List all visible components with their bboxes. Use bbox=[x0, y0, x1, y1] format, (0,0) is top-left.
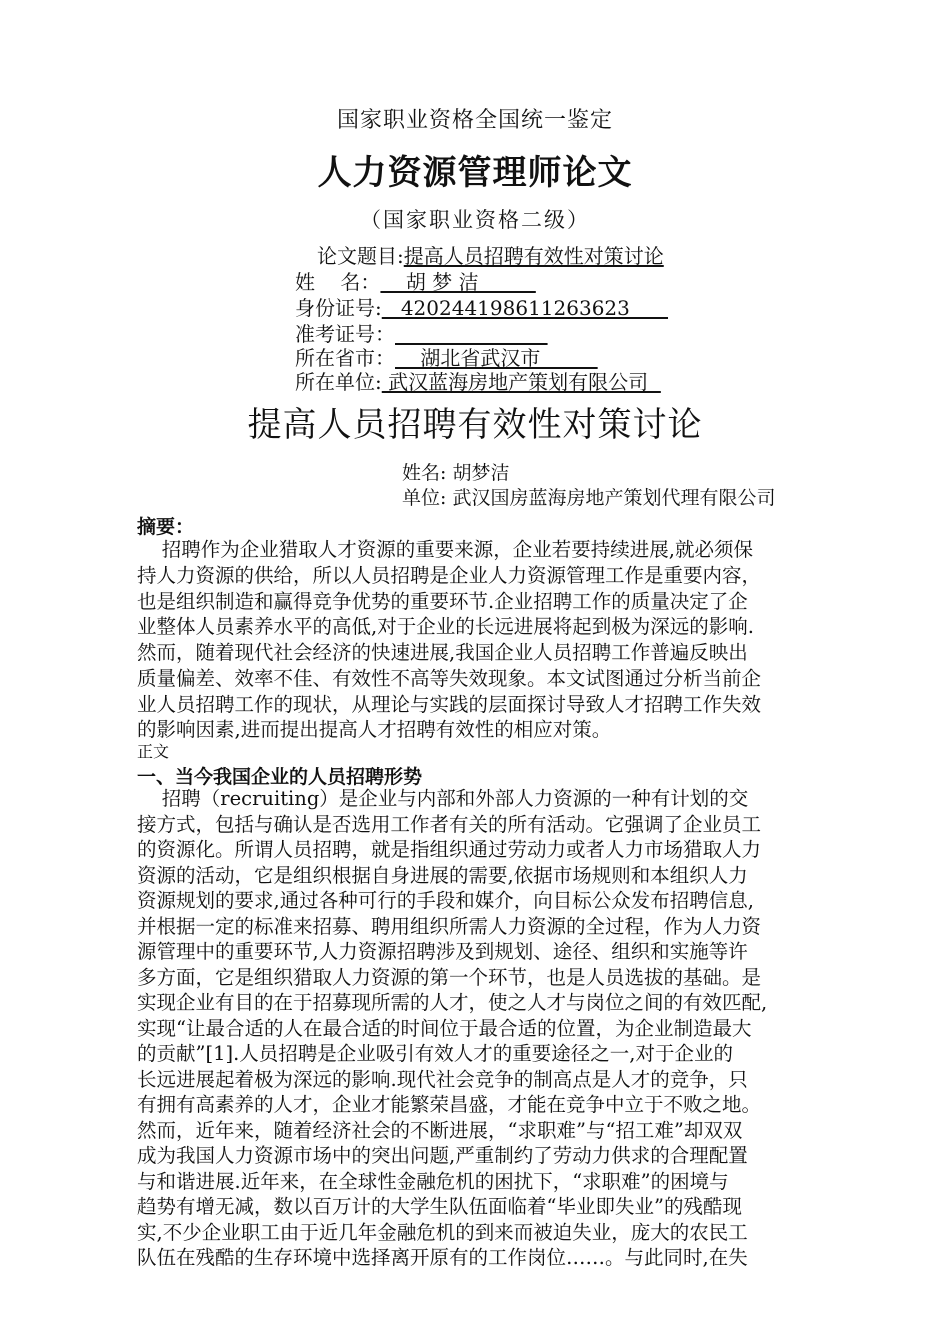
exam-heading: 国家职业资格全国统一鉴定 bbox=[336, 108, 613, 133]
abstract-line: 招聘作为企业猎取人才资源的重要来源，企业若要持续进展,就必须保 bbox=[137, 538, 753, 561]
body-line: 与和谐进展.近年来，在全球性金融危机的困扰下，“求职难”的困境与 bbox=[137, 1170, 729, 1193]
body-line: 实,不少企业职工由于近几年金融危机的到来而被迫失业，庞大的农民工 bbox=[137, 1221, 748, 1244]
ticket-value bbox=[395, 322, 548, 346]
body-line: 资源的活动，它是组织根据自身进展的需要,依据市场规则和本组织人力 bbox=[137, 864, 748, 887]
body-line: 并根据一定的标准来招募、聘用组织所需人力资源的全过程，作为人力资 bbox=[137, 915, 762, 938]
body-line: 实现“让最合适的人在最合适的时间位于最合适的位置，为企业制造最大 bbox=[137, 1017, 752, 1040]
abstract-line: 质量偏差、效率不佳、有效性不高等失效现象。本文试图通过分析当前企 bbox=[137, 667, 762, 690]
body-line: 资源规划的要求,通过各种可行的手段和媒介，向目标公众发布招聘信息, bbox=[137, 889, 754, 912]
id-row bbox=[295, 295, 668, 321]
document-title: 人力资源管理师论文 bbox=[317, 153, 633, 193]
body-line: 实现企业有目的在于招募现所需的人才，使之人才与岗位之间的有效匹配, bbox=[137, 991, 768, 1014]
province-label: 所在省市： bbox=[295, 346, 395, 370]
topic-label: 论文题目: bbox=[317, 244, 404, 268]
abstract-line: 然而，随着现代社会经济的快速进展,我国企业人员招聘工作普遍反映出 bbox=[137, 641, 748, 664]
body-line: 多方面，它是组织猎取人力资源的第一个环节，也是人员选拔的基础。是 bbox=[137, 966, 762, 989]
name-row bbox=[295, 269, 536, 295]
body-line: 然而，近年来，随着经济社会的不断进展，“求职难”与“招工难”却双双 bbox=[137, 1119, 743, 1142]
body-line: 接方式，包括与确认是否选用工作者有关的所有活动。它强调了企业员工 bbox=[137, 813, 762, 836]
ticket-row bbox=[295, 321, 548, 347]
id-value: 420244198611263623 bbox=[381, 296, 669, 320]
abstract-line: 业整体人员素养水平的高低,对于企业的长远进展将起到极为深远的影响. bbox=[137, 615, 754, 638]
author-line: 姓名: 胡梦洁 bbox=[402, 462, 510, 484]
abstract-line: 持人力资源的供给，所以人员招聘是企业人力资源管理工作是重要内容， bbox=[137, 564, 762, 587]
paper-title: 提高人员招聘有效性对策讨论 bbox=[247, 405, 703, 445]
id-label: 身份证号: bbox=[295, 296, 382, 320]
province-value: 湖北省武汉市 bbox=[395, 346, 598, 370]
province-row bbox=[295, 345, 598, 371]
unit-row bbox=[295, 369, 661, 395]
unit-label: 所在单位: bbox=[295, 370, 382, 394]
body-line: 成为我国人力资源市场中的突出问题,严重制约了劳动力供求的合理配置 bbox=[137, 1144, 748, 1167]
qualification-level: （国家职业资格二级） bbox=[360, 208, 590, 232]
body-line: 源管理中的重要环节,人力资源招聘涉及到规划、途径、组织和实施等许 bbox=[137, 940, 748, 963]
abstract-heading: 摘要： bbox=[137, 516, 195, 538]
unit-value: 武汉蓝海房地产策划有限公司 bbox=[381, 370, 661, 394]
abstract-line: 业人员招聘工作的现状，从理论与实践的层面探讨导致人才招聘工作失效 bbox=[137, 693, 762, 716]
name-label: 姓 名： bbox=[295, 270, 381, 294]
body-line: 有拥有高素养的人才，企业才能繁荣昌盛，才能在竞争中立于不败之地。 bbox=[137, 1093, 762, 1116]
ticket-label: 准考证号： bbox=[295, 322, 395, 346]
name-value: 胡 梦 洁 bbox=[380, 270, 536, 294]
abstract-line: 的影响因素,进而提出提高人才招聘有效性的相应对策。 bbox=[137, 718, 612, 741]
topic-row bbox=[317, 243, 664, 269]
body-line: 招聘（recruiting）是企业与内部和外部人力资源的一种有计划的交 bbox=[137, 787, 749, 810]
body-line: 趋势有增无减，数以百万计的大学生队伍面临着“毕业即失业”的残酷现 bbox=[137, 1195, 742, 1218]
body-line: 长远进展起着极为深远的影响.现代社会竞争的制高点是人才的竞争，只 bbox=[137, 1068, 748, 1091]
section-heading: 一、当今我国企业的人员招聘形势 bbox=[137, 766, 423, 788]
body-line: 的资源化。所谓人员招聘，就是指组织通过劳动力或者人力市场猎取人力 bbox=[137, 838, 762, 861]
body-label: 正文 bbox=[137, 742, 170, 761]
topic-value: 提高人员招聘有效性对策讨论 bbox=[403, 244, 664, 268]
body-line: 的贡献”[1].人员招聘是企业吸引有效人才的重要途径之一,对于企业的 bbox=[137, 1042, 733, 1065]
unit-line: 单位: 武汉国房蓝海房地产策划代理有限公司 bbox=[402, 487, 776, 509]
abstract-line: 也是组织制造和赢得竞争优势的重要环节.企业招聘工作的质量决定了企 bbox=[137, 590, 748, 613]
body-line: 队伍在残酷的生存环境中选择离开原有的工作岗位……。与此同时,在失 bbox=[137, 1246, 748, 1269]
